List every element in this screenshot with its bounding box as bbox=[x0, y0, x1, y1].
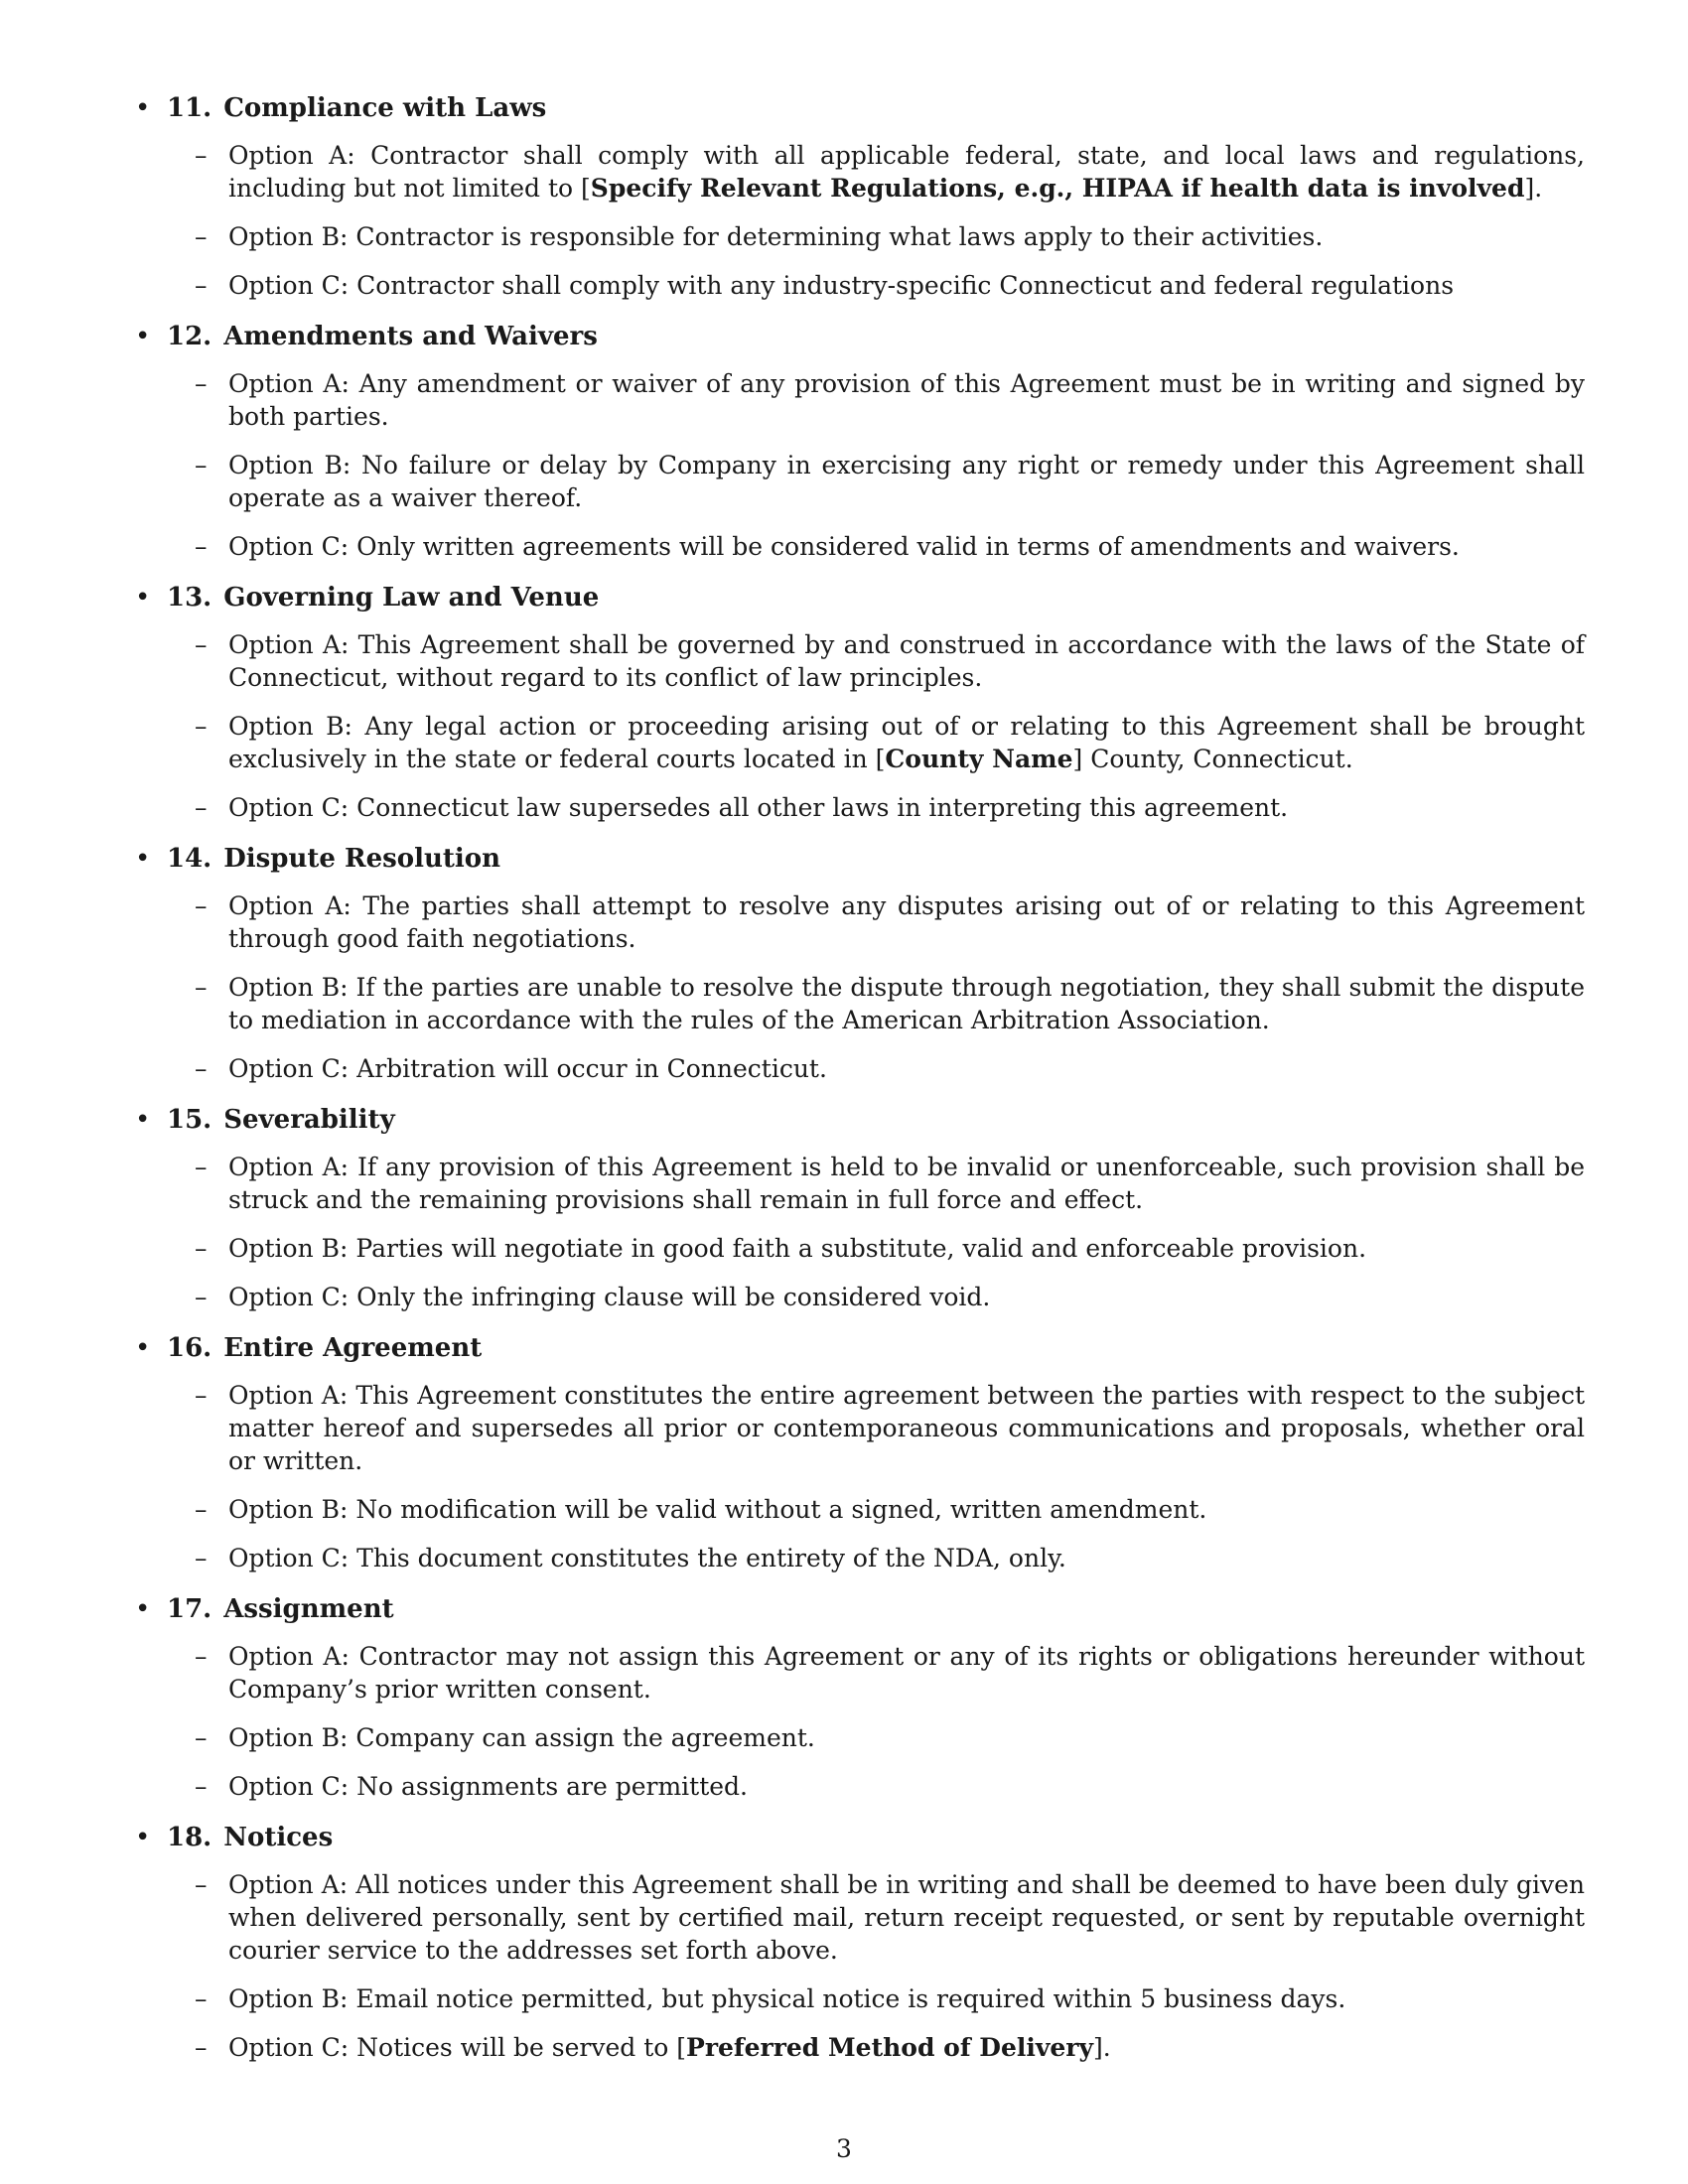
section-number: 13. bbox=[167, 583, 212, 613]
section-heading bbox=[135, 1821, 1585, 1854]
option-text: Option B: Parties will negotiate in good faith a substitute, valid and enforceable provision. bbox=[228, 1234, 1367, 1263]
dash-icon: – bbox=[195, 141, 208, 170]
option-text: Option A: This Agreement constitutes the entire agreement between the parties with respect to the subject matter hereof and supersedes all prior or contemporaneous communications and proposals, whether oral or written. bbox=[228, 1381, 1585, 1475]
bullet-icon: • bbox=[135, 1105, 151, 1135]
option-text: [ bbox=[875, 745, 886, 773]
option-text: Option C: No assignments are permitted. bbox=[228, 1772, 748, 1801]
option-text: Option C: This document constitutes the entirety of the NDA, only. bbox=[228, 1544, 1066, 1572]
option-item bbox=[135, 449, 1585, 514]
dash-icon: – bbox=[195, 451, 208, 479]
section-18 bbox=[135, 1821, 1585, 2064]
option-item bbox=[135, 791, 1585, 824]
dash-icon: – bbox=[195, 369, 208, 398]
option-text: [ bbox=[581, 174, 591, 203]
option-item bbox=[135, 889, 1585, 955]
option-list bbox=[135, 1640, 1585, 1803]
option-item bbox=[135, 971, 1585, 1036]
section-heading bbox=[135, 842, 1585, 876]
document-page bbox=[135, 91, 1585, 2082]
option-item bbox=[135, 1640, 1585, 1706]
section-heading bbox=[135, 91, 1585, 125]
section-number: 15. bbox=[167, 1105, 212, 1135]
option-item bbox=[135, 1232, 1585, 1265]
dash-icon: – bbox=[195, 2033, 208, 2062]
section-title: Severability bbox=[223, 1105, 395, 1135]
option-item bbox=[135, 1770, 1585, 1803]
section-heading bbox=[135, 1103, 1585, 1137]
section-number: 17. bbox=[167, 1594, 212, 1624]
section-title: Governing Law and Venue bbox=[223, 583, 600, 613]
option-item bbox=[135, 1982, 1585, 2015]
option-item bbox=[135, 1379, 1585, 1477]
option-text: ] County, Connecticut. bbox=[1072, 745, 1353, 773]
bullet-icon: • bbox=[135, 844, 151, 874]
dash-icon: – bbox=[195, 1054, 208, 1083]
dash-icon: – bbox=[195, 973, 208, 1002]
section-number: 14. bbox=[167, 844, 212, 874]
option-text: Option A: If any provision of this Agreement is held to be invalid or unenforceable, such provision shall be struck and the remaining provisions shall remain in full force and effect. bbox=[228, 1153, 1585, 1214]
section-title: Assignment bbox=[223, 1594, 394, 1624]
option-item bbox=[135, 220, 1585, 253]
placeholder-text: Preferred Method of Delivery bbox=[686, 2033, 1093, 2062]
option-list bbox=[135, 1151, 1585, 1313]
dash-icon: – bbox=[195, 532, 208, 561]
option-text: ]. bbox=[1093, 2033, 1111, 2062]
option-item bbox=[135, 1151, 1585, 1216]
section-17 bbox=[135, 1592, 1585, 1803]
dash-icon: – bbox=[195, 1642, 208, 1671]
section-title: Notices bbox=[223, 1823, 334, 1852]
dash-icon: – bbox=[195, 1723, 208, 1752]
bullet-icon: • bbox=[135, 1594, 151, 1624]
option-item bbox=[135, 1052, 1585, 1085]
option-text: Option A: Contractor may not assign this Agreement or any of its rights or obligations hereunder without Company’s prior written consent. bbox=[228, 1642, 1585, 1704]
section-number: 11. bbox=[167, 93, 212, 123]
dash-icon: – bbox=[195, 1234, 208, 1263]
section-16 bbox=[135, 1331, 1585, 1574]
bullet-icon: • bbox=[135, 322, 151, 351]
option-list bbox=[135, 889, 1585, 1085]
page-number: 3 bbox=[836, 2134, 852, 2163]
dash-icon: – bbox=[195, 1984, 208, 2013]
option-item bbox=[135, 269, 1585, 302]
section-11 bbox=[135, 91, 1585, 302]
option-text: Option A: All notices under this Agreement shall be in writing and shall be deemed to have been duly given when delivered personally, sent by certified mail, return receipt requested, or sent by reputable overnight courier service to the addresses set forth above. bbox=[228, 1870, 1585, 1965]
option-text: Option A: Any amendment or waiver of any provision of this Agreement must be in writing and signed by both parties. bbox=[228, 369, 1585, 431]
option-text: Option C: Only the infringing clause will be considered void. bbox=[228, 1283, 991, 1311]
section-title: Entire Agreement bbox=[223, 1333, 483, 1363]
option-list bbox=[135, 367, 1585, 563]
option-item bbox=[135, 1281, 1585, 1313]
option-list bbox=[135, 139, 1585, 302]
dash-icon: – bbox=[195, 1283, 208, 1311]
bullet-icon: • bbox=[135, 93, 151, 123]
dash-icon: – bbox=[195, 630, 208, 659]
placeholder-text: Specify Relevant Regulations, e.g., HIPAA if health data is involved bbox=[590, 174, 1525, 203]
section-number: 12. bbox=[167, 322, 212, 351]
dash-icon: – bbox=[195, 1772, 208, 1801]
dash-icon: – bbox=[195, 1495, 208, 1524]
option-text: Option C: Arbitration will occur in Connecticut. bbox=[228, 1054, 827, 1083]
section-number: 16. bbox=[167, 1333, 212, 1363]
option-text: Option C: Contractor shall comply with any industry-specific Connecticut and federal regulations bbox=[228, 271, 1455, 300]
section-title: Compliance with Laws bbox=[223, 93, 547, 123]
option-list bbox=[135, 628, 1585, 824]
option-list bbox=[135, 1379, 1585, 1574]
section-title: Amendments and Waivers bbox=[223, 322, 598, 351]
option-text: ]. bbox=[1524, 174, 1543, 203]
section-12 bbox=[135, 320, 1585, 563]
section-heading bbox=[135, 1592, 1585, 1626]
option-item bbox=[135, 1868, 1585, 1967]
option-text: Option C: Notices will be served to bbox=[228, 2033, 677, 2062]
bullet-icon: • bbox=[135, 583, 151, 613]
option-text: Option C: Only written agreements will be considered valid in terms of amendments and waivers. bbox=[228, 532, 1460, 561]
option-text: Option A: This Agreement shall be governed by and construed in accordance with the laws of the State of Connecticut, without regard to its conflict of law principles. bbox=[228, 630, 1585, 692]
option-text: Option B: If the parties are unable to resolve the dispute through negotiation, they shall submit the dispute to mediation in accordance with the rules of the American Arbitration Association. bbox=[228, 973, 1585, 1034]
bullet-icon: • bbox=[135, 1823, 151, 1852]
dash-icon: – bbox=[195, 712, 208, 741]
option-text: Option B: Any legal action or proceeding arising out of or relating to this Agreement shall be brought exclusively in the state or federal courts located in bbox=[228, 712, 1585, 773]
option-item bbox=[135, 1493, 1585, 1526]
option-item bbox=[135, 1721, 1585, 1754]
dash-icon: – bbox=[195, 1153, 208, 1181]
option-item bbox=[135, 710, 1585, 775]
section-heading bbox=[135, 320, 1585, 353]
option-text: Option A: Contractor shall comply with all applicable federal, state, and local laws and regulations, including but not limited to bbox=[228, 141, 1585, 203]
option-item bbox=[135, 1542, 1585, 1574]
option-item bbox=[135, 367, 1585, 433]
section-title: Dispute Resolution bbox=[223, 844, 501, 874]
bullet-icon: • bbox=[135, 1333, 151, 1363]
option-item bbox=[135, 530, 1585, 563]
option-text: Option B: No modification will be valid without a signed, written amendment. bbox=[228, 1495, 1207, 1524]
option-item bbox=[135, 139, 1585, 205]
section-13 bbox=[135, 581, 1585, 824]
option-item bbox=[135, 628, 1585, 694]
section-heading bbox=[135, 1331, 1585, 1365]
option-text: [ bbox=[676, 2033, 687, 2062]
section-number: 18. bbox=[167, 1823, 212, 1852]
option-item bbox=[135, 2031, 1585, 2064]
option-list bbox=[135, 1868, 1585, 2064]
option-text: Option C: Connecticut law supersedes all other laws in interpreting this agreement. bbox=[228, 793, 1289, 822]
dash-icon: – bbox=[195, 1381, 208, 1410]
section-heading bbox=[135, 581, 1585, 614]
option-text: Option B: No failure or delay by Company in exercising any right or remedy under this Agreement shall operate as a waiver thereof. bbox=[228, 451, 1585, 512]
section-15 bbox=[135, 1103, 1585, 1313]
placeholder-text: County Name bbox=[885, 745, 1073, 773]
section-14 bbox=[135, 842, 1585, 1085]
dash-icon: – bbox=[195, 222, 208, 251]
option-text: Option B: Company can assign the agreement. bbox=[228, 1723, 815, 1752]
dash-icon: – bbox=[195, 1870, 208, 1899]
option-text: Option B: Contractor is responsible for determining what laws apply to their activities. bbox=[228, 222, 1324, 251]
dash-icon: – bbox=[195, 271, 208, 300]
dash-icon: – bbox=[195, 793, 208, 822]
dash-icon: – bbox=[195, 891, 208, 920]
option-text: Option B: Email notice permitted, but physical notice is required within 5 business days. bbox=[228, 1984, 1346, 2013]
option-text: Option A: The parties shall attempt to resolve any disputes arising out of or relating to this Agreement through good faith negotiations. bbox=[228, 891, 1585, 953]
dash-icon: – bbox=[195, 1544, 208, 1572]
